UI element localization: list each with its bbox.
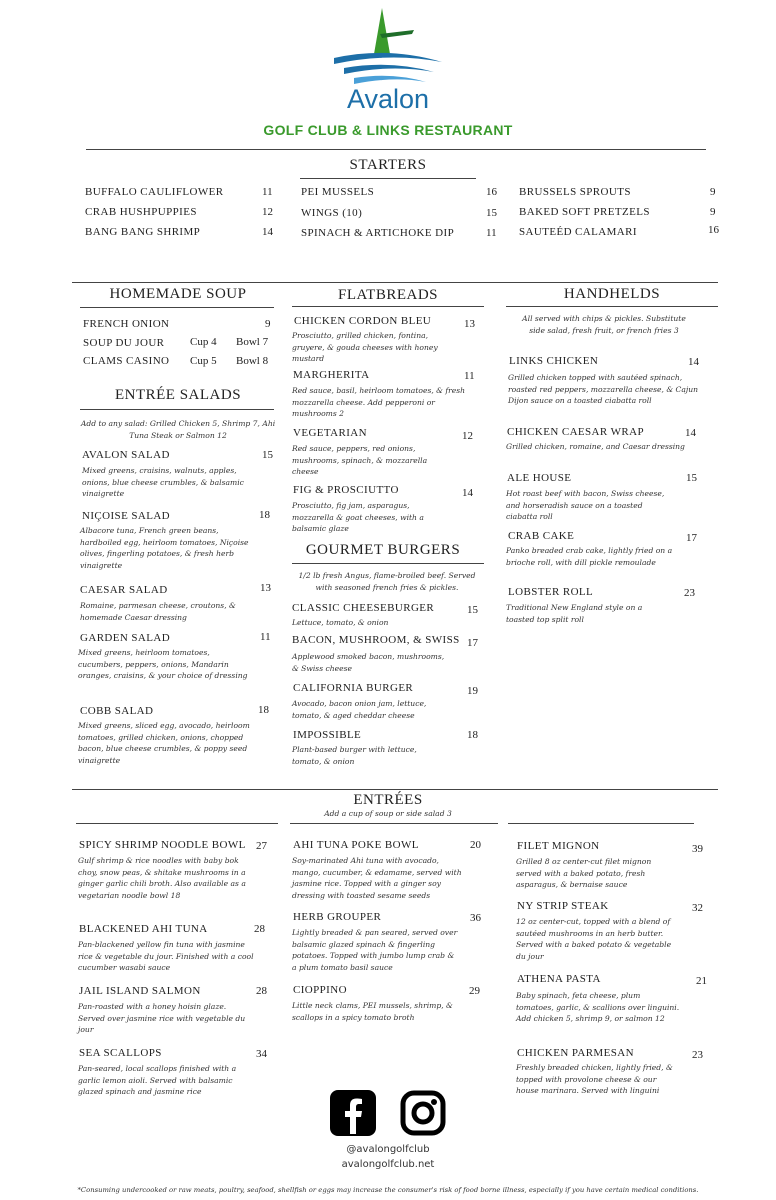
- handheld-item: LOBSTER ROLL: [508, 586, 594, 598]
- entree-price: 27: [256, 840, 267, 852]
- facebook-icon[interactable]: [330, 1090, 376, 1136]
- salad-item: GARDEN SALAD: [80, 632, 171, 644]
- starter-price: 14: [262, 226, 273, 238]
- website-link[interactable]: avalongolfclub.net: [341, 1159, 435, 1170]
- social-handle: @avalongolfclub: [346, 1144, 430, 1155]
- flatbreads-underline: [292, 306, 484, 307]
- burger-price: 17: [467, 637, 478, 649]
- handheld-price: 14: [688, 356, 699, 368]
- soup-cup-price: Cup 5: [190, 355, 217, 367]
- instagram-icon[interactable]: [400, 1090, 446, 1136]
- starter-item: PEI MUSSELS: [301, 186, 375, 198]
- starter-item: BAKED SOFT PRETZELS: [519, 206, 650, 218]
- soup-price: 9: [265, 318, 271, 330]
- flatbread-desc: Red sauce, peppers, red onions, mushrooms, spinach, & mozzarella cheese: [292, 444, 428, 476]
- entree-item: JAIL ISLAND SALMON: [79, 985, 201, 997]
- flatbread-item: FIG & PROSCIUTTO: [293, 484, 399, 496]
- entree-item: NY STRIP STEAK: [517, 900, 609, 912]
- flatbread-item: VEGETARIAN: [293, 427, 367, 439]
- starter-item: BANG BANG SHRIMP: [85, 226, 201, 238]
- burger-desc: Lettuce, tomato, & onion: [292, 618, 389, 627]
- handheld-desc: Traditional New England style on a toasted top split roll: [506, 603, 643, 624]
- entree-desc: Grilled 8 oz center-cut filet mignon served with a baked potato, fresh asparagus, & bernaise sauce: [516, 857, 652, 889]
- salad-price: 18: [258, 704, 269, 716]
- flatbread-desc: Prosciutto, grilled chicken, fontina, gruyere, & gouda cheeses with honey mustard: [292, 331, 438, 363]
- entree-item: SEA SCALLOPS: [79, 1047, 162, 1059]
- entree-desc: Lightly breaded & pan seared, served over balsamic glazed spinach & fingerling potatoes. Topped with jumbo lump crab & a plum tomato basil sauce: [292, 928, 458, 972]
- soup-item: FRENCH ONION: [83, 318, 170, 330]
- salad-price: 15: [262, 449, 273, 461]
- burger-item: IMPOSSIBLE: [293, 729, 362, 741]
- entree-desc: 12 oz center-cut, topped with a blend of sautéed mushrooms in an herb butter. Served with a baked potato & vegetable du jour: [516, 917, 672, 961]
- entree-price: 20: [470, 839, 481, 851]
- entree-price: 28: [254, 923, 265, 935]
- salad-item: COBB SALAD: [80, 705, 154, 717]
- entree-item: AHI TUNA POKE BOWL: [293, 839, 419, 851]
- entree-price: 29: [469, 985, 480, 997]
- flatbread-item: MARGHERITA: [293, 369, 370, 381]
- entree-price: 28: [256, 985, 267, 997]
- handheld-item: CRAB CAKE: [508, 530, 575, 542]
- soup-bowl-price: Bowl 7: [236, 336, 269, 348]
- burger-desc: Plant-based burger with lettuce, tomato, & onion: [292, 745, 417, 766]
- starter-item: SAUTEÉD CALAMARI: [519, 226, 637, 238]
- header-divider: [86, 149, 706, 150]
- flatbread-desc: Prosciutto, fig jam, asparagus, mozzarella & goat cheeses, with a balsamic glaze: [292, 501, 424, 533]
- handheld-item: CHICKEN CAESAR WRAP: [507, 426, 644, 438]
- starter-item: CRAB HUSHPUPPIES: [85, 206, 197, 218]
- salad-desc: Mixed greens, sliced egg, avocado, heirloom tomatoes, grilled chicken, onions, chopped bacon, blue cheese crumbles, & poppy seed vinaigrette: [78, 721, 250, 765]
- burger-desc: Applewood smoked bacon, mushrooms, & Swiss cheese: [292, 652, 445, 673]
- burgers-note: 1/2 lb fresh Angus, flame-broiled beef. Served with seasoned french fries & pickles.: [298, 571, 476, 592]
- entree-price: 21: [696, 975, 707, 987]
- flatbread-price: 12: [462, 430, 473, 442]
- entree-item: CHICKEN PARMESAN: [517, 1047, 634, 1059]
- entrees-title: ENTRÉES: [353, 792, 423, 808]
- starter-item: BRUSSELS SPROUTS: [519, 186, 631, 198]
- entree-price: 36: [470, 912, 481, 924]
- handheld-price: 17: [686, 532, 697, 544]
- starter-item: BUFFALO CAULIFLOWER: [85, 186, 224, 198]
- soup-item: SOUP DU JOUR: [83, 337, 165, 349]
- salad-desc: Romaine, parmesan cheese, croutons, & homemade Caesar dressing: [80, 601, 236, 622]
- entree-price: 23: [692, 1049, 703, 1061]
- entrees-top-rule: [72, 789, 718, 790]
- entree-price: 34: [256, 1048, 267, 1060]
- starter-price: 16: [708, 224, 719, 236]
- salad-price: 18: [259, 509, 270, 521]
- entree-item: BLACKENED AHI TUNA: [79, 923, 208, 935]
- logo-text: Avalon: [346, 84, 430, 114]
- burger-item: BACON, MUSHROOM, & SWISS: [292, 634, 460, 646]
- flatbreads-title: FLATBREADS: [337, 287, 439, 303]
- entree-desc: Gulf shrimp & rice noodles with baby bok choy, snow peas, & shitake mushrooms in a ginger garlic chili broth. Also available as a vegetarian noodle bowl 18: [78, 856, 246, 900]
- handheld-item: ALE HOUSE: [507, 472, 572, 484]
- salad-price: 11: [260, 631, 271, 643]
- handhelds-note: All served with chips & pickles. Substitute side salad, fresh fruit, or french fries 3: [522, 314, 686, 335]
- entree-desc: Pan-roasted with a honey hoisin glaze. Served over jasmine rice with vegetable du jour: [78, 1002, 246, 1034]
- starter-price: 12: [262, 206, 273, 218]
- starter-price: 11: [486, 227, 497, 239]
- soup-cup-price: Cup 4: [190, 336, 217, 348]
- salads-note: Add to any salad: Grilled Chicken 5, Shrimp 7, Ahi Tuna Steak or Salmon 12: [80, 419, 276, 440]
- entree-item: FILET MIGNON: [517, 840, 600, 852]
- starter-item: SPINACH & ARTICHOKE DIP: [301, 227, 455, 239]
- entree-desc: Little neck clams, PEI mussels, shrimp, & scallops in a spicy tomato broth: [292, 1001, 453, 1022]
- entree-desc: Baby spinach, feta cheese, plum tomatoes, garlic, & scallions over linguini. Add chicken 5, shrimp 9, or salmon 12: [516, 991, 680, 1023]
- starter-price: 15: [486, 207, 497, 219]
- entrees-col3-rule: [508, 823, 694, 824]
- handheld-desc: Grilled chicken, romaine, and Caesar dressing: [506, 442, 685, 451]
- salad-desc: Albacore tuna, French green beans, hardboiled egg, heirloom tomatoes, Niçoise olives, fingerling potatoes, & fresh herb vinaigrette: [80, 526, 249, 570]
- entree-desc: Pan-seared, local scallops finished with a garlic lemon aioli. Served with balsamic glazed spinach and jasmine rice: [78, 1064, 237, 1096]
- burger-desc: Avocado, bacon onion jam, lettuce, tomato, & aged cheddar cheese: [292, 699, 427, 720]
- burger-price: 15: [467, 604, 478, 616]
- entrees-note: Add a cup of soup or side salad 3: [324, 809, 452, 818]
- salad-item: AVALON SALAD: [82, 449, 170, 461]
- flatbread-price: 11: [464, 370, 475, 382]
- handheld-price: 14: [685, 427, 696, 439]
- salads-underline: [80, 409, 274, 410]
- salad-price: 13: [260, 582, 271, 594]
- entree-desc: Soy-marinated Ahi tuna with avocado, mango, cucumber, & edamame, served with jasmine rice. Topped with a ginger soy dressing with toasted sesame seeds: [292, 856, 462, 900]
- starters-title: STARTERS: [349, 157, 427, 173]
- entree-price: 39: [692, 843, 703, 855]
- entree-item: CIOPPINO: [293, 984, 347, 996]
- entrees-col1-rule: [76, 823, 278, 824]
- salad-item: NIÇOISE SALAD: [82, 510, 171, 522]
- starter-price: 16: [486, 186, 497, 198]
- handhelds-title: HANDHELDS: [563, 286, 661, 302]
- burgers-underline: [292, 563, 484, 564]
- handheld-desc: Hot roast beef with bacon, Swiss cheese, and horseradish sauce on a toasted ciabatta roll: [506, 489, 665, 521]
- salad-desc: Mixed greens, heirloom tomatoes, cucumbers, peppers, onions, Mandarin oranges, craisins, & your choice of dressing: [78, 648, 248, 680]
- soup-item: CLAMS CASINO: [83, 355, 170, 367]
- soup-underline: [80, 307, 274, 308]
- starter-price: 9: [710, 206, 716, 218]
- handheld-desc: Grilled chicken topped with sautéed spinach, roasted red peppers, mozzarella cheese, & Cajun Dijon sauce on a toasted ciabatta roll: [508, 373, 698, 405]
- handheld-item: LINKS CHICKEN: [509, 355, 599, 367]
- handhelds-underline: [506, 306, 718, 307]
- starter-price: 11: [262, 186, 273, 198]
- entree-item: ATHENA PASTA: [517, 973, 601, 985]
- salad-desc: Mixed greens, craisins, walnuts, apples, onions, blue cheese crumbles, & balsamic vinaigrette: [82, 466, 244, 498]
- flatbread-desc: Red sauce, basil, heirloom tomatoes, & fresh mozzarella cheese. Add pepperoni or mushrooms 2: [292, 386, 466, 418]
- avalon-logo-mark: [330, 6, 446, 86]
- burger-item: CLASSIC CHEESEBURGER: [292, 602, 435, 614]
- entree-item: SPICY SHRIMP NOODLE BOWL: [79, 839, 246, 851]
- entree-desc: Freshly breaded chicken, lightly fried, & topped with provolone cheese & our house marinara. Served with linguini: [516, 1063, 673, 1095]
- restaurant-subtitle: GOLF CLUB & LINKS RESTAURANT: [263, 122, 513, 138]
- flatbread-price: 13: [464, 318, 475, 330]
- handheld-price: 15: [686, 472, 697, 484]
- middle-section-rule: [72, 282, 718, 283]
- entree-desc: Pan-blackened yellow fin tuna with jasmine rice & vegetable du jour. Finished with a cool cucumber wasabi sauce: [78, 940, 254, 972]
- burger-price: 19: [467, 685, 478, 697]
- handheld-price: 23: [684, 587, 695, 599]
- burger-item: CALIFORNIA BURGER: [293, 682, 414, 694]
- entree-item: HERB GROUPER: [293, 911, 382, 923]
- soup-bowl-price: Bowl 8: [236, 355, 269, 367]
- flatbread-price: 14: [462, 487, 473, 499]
- handheld-desc: Panko breaded crab cake, lightly fried on a brioche roll, with dill pickle remoulade: [506, 546, 673, 567]
- burgers-title: GOURMET BURGERS: [305, 542, 461, 558]
- salad-item: CAESAR SALAD: [80, 584, 168, 596]
- salads-title: ENTRÉE SALADS: [114, 387, 242, 403]
- entree-price: 32: [692, 902, 703, 914]
- burger-price: 18: [467, 729, 478, 741]
- starters-underline: [300, 178, 476, 179]
- starter-item: WINGS (10): [301, 207, 363, 219]
- starter-price: 9: [710, 186, 716, 198]
- flatbread-item: CHICKEN CORDON BLEU: [294, 315, 432, 327]
- soup-title: HOMEMADE SOUP: [109, 286, 247, 302]
- entrees-col2-rule: [290, 823, 498, 824]
- disclaimer: *Consuming undercooked or raw meats, poultry, seafood, shellfish or eggs may increase the consumer's risk of food borne illness, especially if you have certain medical conditions.: [77, 1186, 699, 1194]
